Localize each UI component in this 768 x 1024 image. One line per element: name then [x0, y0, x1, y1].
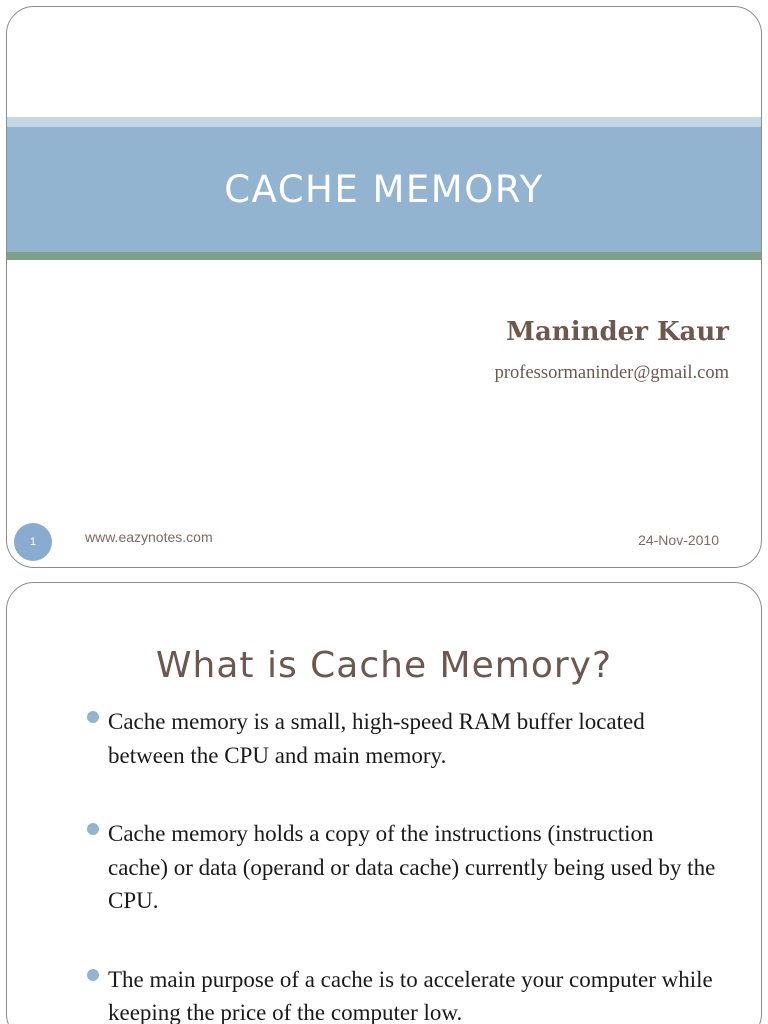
bullet-dot-icon: [87, 711, 99, 723]
footer-url: www.eazynotes.com: [85, 529, 213, 545]
bullet-item: [87, 705, 717, 772]
bullet-dot-icon: [87, 969, 99, 981]
author-name: Maninder Kaur: [506, 317, 729, 347]
bullet-list: [87, 705, 717, 1024]
slide-number-badge: 1: [14, 523, 52, 561]
bullet-dot-icon: [87, 823, 99, 835]
header-band-light: [7, 117, 761, 127]
bullet-text: The main purpose of a cache is to accelerate your computer while keeping the price of the computer low.: [108, 966, 713, 1024]
content-slide: [6, 582, 762, 1024]
bullet-item: [87, 817, 717, 918]
slide-title: CACHE MEMORY: [224, 168, 544, 211]
title-slide: [6, 6, 762, 568]
bullet-item: [87, 963, 717, 1024]
bullet-text: Cache memory holds a copy of the instructions (instruction cache) or data (operand or data cache) currently being used by the CPU.: [108, 821, 716, 913]
slide-heading: What is Cache Memory?: [155, 645, 613, 686]
bullet-text: Cache memory is a small, high-speed RAM buffer located between the CPU and main memory.: [108, 709, 645, 768]
author-email: professormaninder@gmail.com: [494, 363, 729, 383]
footer-date: 24-Nov-2010: [638, 532, 719, 548]
header-band-accent: [7, 252, 761, 260]
